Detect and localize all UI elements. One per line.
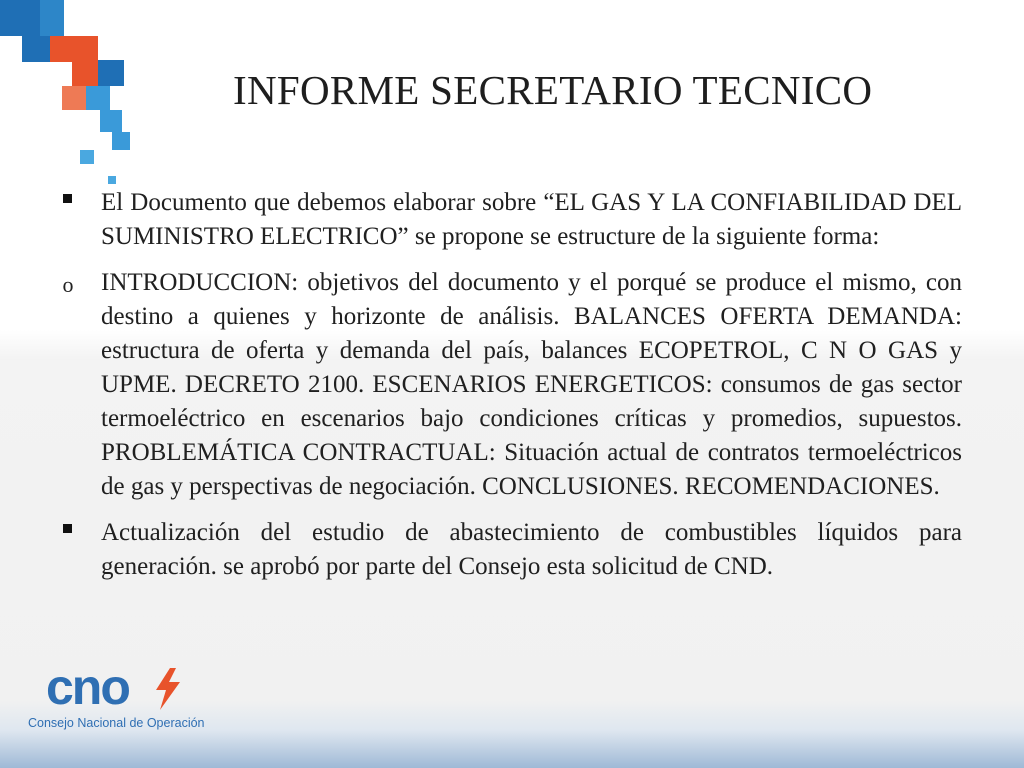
mosaic-tile — [98, 60, 124, 86]
square-bullet-icon — [58, 194, 78, 203]
square-bullet-icon — [58, 524, 78, 533]
lightning-bolt-icon — [152, 668, 182, 710]
slide-body — [58, 186, 962, 596]
mosaic-tile — [40, 0, 64, 36]
mosaic-tile — [108, 176, 116, 184]
bullet-text: El Documento que debemos elaborar sobre “EL GAS Y LA CONFIABILIDAD DEL SUMINISTRO ELECTRICO” se propone se estructure de la siguiente forma: — [101, 189, 962, 250]
bullet-item — [58, 186, 962, 254]
mosaic-tile — [72, 62, 98, 86]
mosaic-tile — [0, 0, 40, 36]
mosaic-tile — [100, 110, 122, 132]
mosaic-tile — [62, 86, 86, 110]
mosaic-tile — [86, 86, 110, 110]
corner-mosaic-decoration — [0, 0, 140, 200]
mosaic-tile — [50, 36, 98, 62]
mosaic-tile — [80, 150, 94, 164]
bullet-text: Actualización del estudio de abastecimiento de combustibles líquidos para generación. se aprobó por parte del Consejo esta solicitud de CND. — [101, 519, 962, 580]
cno-logo — [28, 659, 218, 738]
slide-title: INFORME SECRETARIO TECNICO — [233, 67, 873, 113]
bullet-item — [58, 516, 962, 584]
mosaic-tile — [112, 132, 130, 150]
bullet-text: INTRODUCCION: objetivos del documento y el porqué se produce el mismo, con destino a quienes y horizonte de análisis. BALANCES OFERTA DEMANDA: estructura de oferta y demanda del país, balances ECOPETROL, C N O GAS y UPME. DECRETO 2100. ESCENARIOS ENERGETICOS: consumos de gas sector termoeléctrico en escenarios bajo condiciones críticas y promedios, supuestos. PROBLEMÁTICA CONTRACTUAL: Situación actual de contratos termoeléctricos de gas y perspectivas de negociación. CONCLUSIONES. RECOMENDACIONES. — [101, 269, 962, 500]
mosaic-tile — [22, 36, 50, 62]
logo-subtitle: Consejo Nacional de Operación — [28, 716, 205, 730]
bullet-item — [58, 266, 962, 504]
circle-bullet-icon: o — [62, 272, 74, 297]
logo-wordmark: cno — [46, 659, 129, 715]
